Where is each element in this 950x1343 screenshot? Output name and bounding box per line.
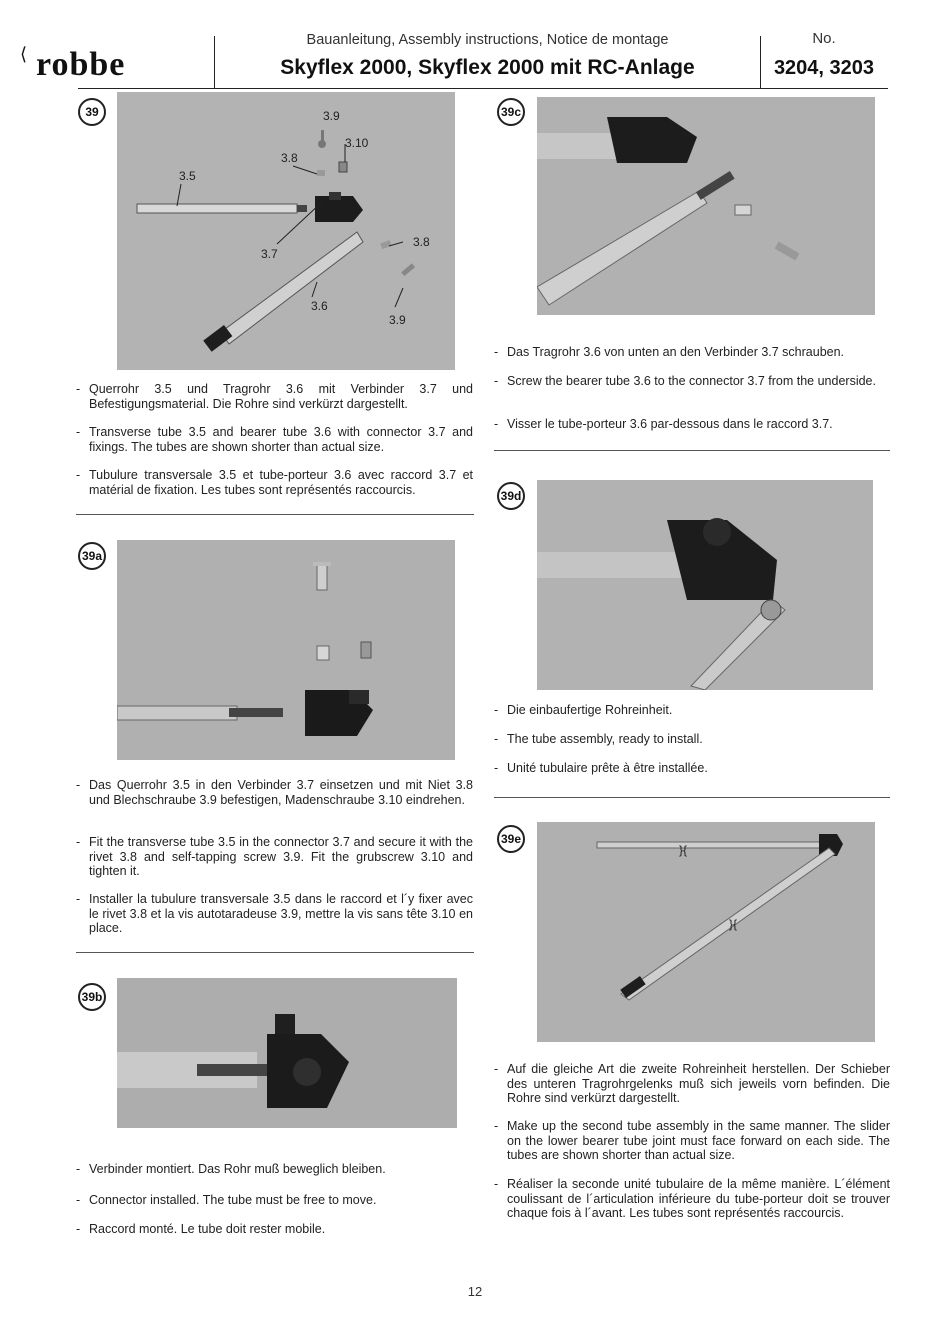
step-39a-text-fr: - Installer la tubulure transversale 3.5 dans le raccord et l´y fixer avec le rivet 3.8 et la vis autotaradeuse 3.9, mettre la vis sans tête 3.10 en place. bbox=[76, 892, 473, 935]
step-39c-text-fr: - Visser le tube-porteur 3.6 par-dessous dans le raccord 3.7. bbox=[494, 417, 833, 431]
svg-text:}{: }{ bbox=[729, 917, 738, 931]
step-39d-text-de: - Die einbaufertige Rohreinheit. bbox=[494, 703, 673, 717]
step-39d-text-fr: - Unité tubulaire prête à être installée. bbox=[494, 761, 708, 775]
step-badge-39: 39 bbox=[78, 98, 106, 126]
divider-39 bbox=[76, 514, 474, 515]
divider-39d bbox=[494, 797, 890, 798]
step-39-text-en: - Transverse tube 3.5 and bearer tube 3.6 with connector 3.7 and fixings. The tubes are shown shorter than actual size. bbox=[76, 425, 473, 454]
step-39b-text-fr: - Raccord monté. Le tube doit rester mobile. bbox=[76, 1222, 326, 1236]
photo-step-39e bbox=[537, 822, 875, 1042]
photo-step-39b bbox=[117, 978, 457, 1128]
step-39e-text-fr: - Réaliser la seconde unité tubulaire de la même manière. L´élément coulissant de l´articulation inférieure du tube-porteur doit se trouver chaque fois à l´avant. Les tubes sont représentés raccourcis. bbox=[494, 1177, 890, 1220]
step-39-text-de: - Querrohr 3.5 und Tragrohr 3.6 mit Verbinder 3.7 und Befestigungsmaterial. Die Rohre sind verkürzt dargestellt. bbox=[76, 382, 473, 411]
number-label: No. bbox=[812, 30, 836, 47]
divider-39a bbox=[76, 952, 474, 953]
step-badge-39c: 39c bbox=[497, 98, 525, 126]
step-badge-39d: 39d bbox=[497, 482, 525, 510]
step-39b-text-de: - Verbinder montiert. Das Rohr muß beweglich bleiben. bbox=[76, 1162, 386, 1176]
step-39a-text-en: - Fit the transverse tube 3.5 in the connector 3.7 and secure it with the rivet 3.8 and self-tapping screw 3.9. Fit the grubscrew 3.10 and tighten it. bbox=[76, 835, 473, 878]
header-rule bbox=[78, 88, 888, 89]
step-badge-39e: 39e bbox=[497, 825, 525, 853]
page-number: 12 bbox=[467, 1284, 483, 1299]
step-39c-text-en: - Screw the bearer tube 3.6 to the connector 3.7 from the underside. bbox=[494, 374, 876, 388]
photo-step-39 bbox=[117, 92, 455, 370]
document-title: Skyflex 2000, Skyflex 2000 mit RC-Anlage bbox=[280, 56, 695, 79]
photo-step-39a bbox=[117, 540, 455, 760]
photo-step-39d bbox=[537, 480, 873, 690]
divider-39c bbox=[494, 450, 890, 451]
step-39a-text-de: - Das Querrohr 3.5 in den Verbinder 3.7 einsetzen und mit Niet 3.8 und Blechschraube 3.9 befestigen, Madenschraube 3.10 eindrehen. bbox=[76, 778, 473, 807]
label-3-9-bottom: 3.9 bbox=[389, 313, 406, 327]
step-39e-text-de: - Auf die gleiche Art die zweite Rohreinheit herstellen. Der Schieber des unteren Tragrohrgelenks muß sich jeweils vorn befinden. Die Rohre sind verkürzt dargestellt. bbox=[494, 1062, 890, 1105]
article-numbers: 3204, 3203 bbox=[773, 57, 875, 79]
step-39c-text-de: - Das Tragrohr 3.6 von unten an den Verbinder 3.7 schrauben. bbox=[494, 345, 845, 359]
label-3-7: 3.7 bbox=[261, 247, 278, 261]
label-3-8-top: 3.8 bbox=[281, 151, 298, 165]
svg-text:}{: }{ bbox=[679, 843, 688, 857]
photo-step-39c bbox=[537, 97, 875, 315]
step-39d-text-en: - The tube assembly, ready to install. bbox=[494, 732, 703, 746]
brand-logo: robbe bbox=[36, 46, 126, 83]
step-badge-39b: 39b bbox=[78, 983, 106, 1011]
robbe-logo-mark: ⟨ bbox=[20, 44, 28, 64]
header-subtitle: Bauanleitung, Assembly instructions, Notice de montage bbox=[306, 32, 669, 48]
step-39e-text-en: - Make up the second tube assembly in the same manner. The slider on the lower bearer tube joint must face forward on each side. The tubes are shown shorter than actual size. bbox=[494, 1119, 890, 1162]
step-39b-text-en: - Connector installed. The tube must be free to move. bbox=[76, 1193, 377, 1207]
step-badge-39a: 39a bbox=[78, 542, 106, 570]
label-3-10: 3.10 bbox=[345, 136, 369, 150]
label-3-6: 3.6 bbox=[311, 299, 328, 313]
step-39-text-fr: - Tubulure transversale 3.5 et tube-porteur 3.6 avec raccord 3.7 et matérial de fixation. Les tubes sont représentés raccourcis. bbox=[76, 468, 473, 497]
label-3-5: 3.5 bbox=[179, 169, 196, 183]
label-3-8-right: 3.8 bbox=[413, 235, 430, 249]
label-3-9-top: 3.9 bbox=[323, 109, 340, 123]
header-divider-right bbox=[760, 36, 761, 88]
